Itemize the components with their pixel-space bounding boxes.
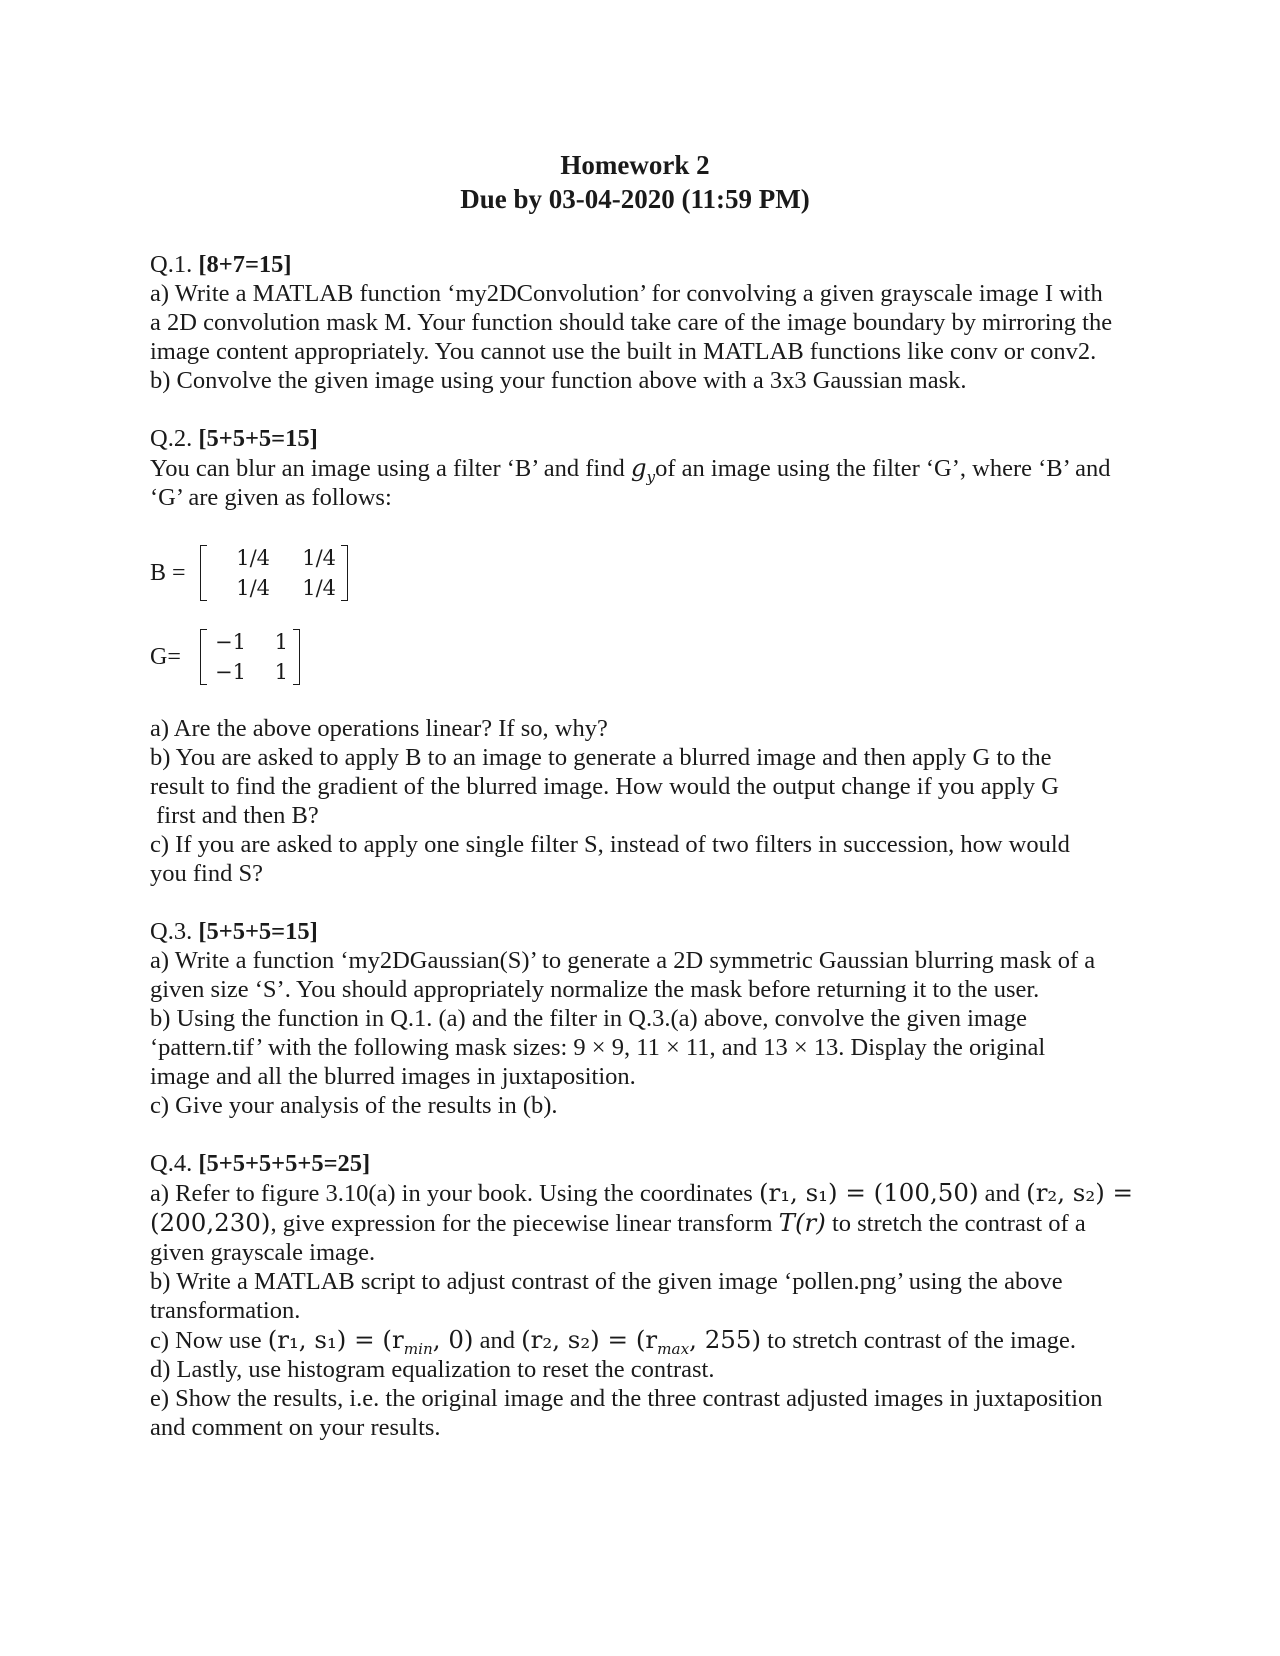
question-1-label: Q.1. bbox=[150, 251, 199, 278]
question-4-line: and comment on your results. bbox=[150, 1414, 441, 1441]
question-2-line: first and then B? bbox=[150, 802, 319, 829]
matrix-row bbox=[208, 627, 292, 657]
gy-base: g bbox=[630, 453, 647, 482]
question-4-line: given grayscale image. bbox=[150, 1239, 376, 1266]
question-2 bbox=[150, 424, 1140, 888]
question-1-line: a) Write a MATLAB function ‘my2DConvolution’ for convolving a given grayscale image I with bbox=[150, 280, 1103, 307]
matrix-cell: 1/4 bbox=[236, 576, 270, 600]
question-4-math: (r₂, s₂) = bbox=[1026, 1178, 1134, 1207]
matrix-cell: −1 bbox=[215, 630, 246, 654]
question-3-label: Q.3. bbox=[150, 918, 199, 945]
question-1-line: image content appropriately. You cannot use the built in MATLAB functions like conv or conv2. bbox=[150, 338, 1097, 365]
gy-subscript: y bbox=[646, 467, 656, 486]
question-4-text: a) Refer to figure 3.10(a) in your book. Using the coordinates bbox=[150, 1180, 759, 1207]
question-4-subscript: min bbox=[403, 1339, 433, 1358]
question-4-line: d) Lastly, use histogram equalization to reset the contrast. bbox=[150, 1356, 715, 1383]
matrix-row bbox=[208, 573, 340, 603]
question-3-header bbox=[150, 917, 1140, 946]
question-2-line: b) You are asked to apply B to an image to generate a blurred image and then apply G to the bbox=[150, 744, 1052, 771]
question-2-line: result to find the gradient of the blurred image. How would the output change if you apply G bbox=[150, 773, 1060, 800]
question-3-line: b) Using the function in Q.1. (a) and the filter in Q.3.(a) above, convolve the given image bbox=[150, 1005, 1027, 1032]
question-4-line bbox=[150, 1208, 1140, 1238]
question-4-line: e) Show the results, i.e. the original image and the three contrast adjusted images in juxtaposition bbox=[150, 1385, 1103, 1412]
question-2-line: you find S? bbox=[150, 860, 263, 887]
question-2-intro-text: of an image using the filter ‘G’, where ‘B’ and bbox=[655, 455, 1111, 482]
matrix-b-row bbox=[150, 538, 1140, 608]
question-1-line: a 2D convolution mask M. Your function should take care of the image boundary by mirroring the bbox=[150, 309, 1113, 336]
question-4-text: to stretch contrast of the image. bbox=[761, 1327, 1077, 1354]
question-4-math: , 255) bbox=[689, 1325, 762, 1354]
question-4-text: and bbox=[978, 1180, 1027, 1207]
due-date: Due by 03-04-2020 (11:59 PM) bbox=[460, 184, 810, 214]
question-4-math: , 0) bbox=[432, 1325, 474, 1354]
question-4-points: [5+5+5+5+5=25] bbox=[198, 1150, 371, 1177]
question-2-line: a) Are the above operations linear? If so, why? bbox=[150, 715, 608, 742]
question-4-text: to stretch the contrast of a bbox=[825, 1210, 1086, 1237]
page-title: Homework 2 bbox=[560, 150, 710, 180]
question-2-label: Q.2. bbox=[150, 425, 199, 452]
question-4 bbox=[150, 1149, 1140, 1442]
matrix-cell: 1/4 bbox=[236, 546, 270, 570]
question-4-text: , give expression for the piecewise linear transform bbox=[270, 1210, 779, 1237]
question-1-line: b) Convolve the given image using your function above with a 3x3 Gaussian mask. bbox=[150, 367, 967, 394]
matrix-g-label: G= bbox=[150, 643, 181, 670]
matrix-cell: 1/4 bbox=[302, 576, 336, 600]
question-1-points: [8+7=15] bbox=[198, 251, 292, 278]
question-1 bbox=[150, 250, 1140, 395]
question-4-subscript: max bbox=[657, 1339, 690, 1358]
question-2-header bbox=[150, 424, 1140, 453]
question-3-points: [5+5+5=15] bbox=[198, 918, 318, 945]
question-4-math: (r₁, s₁) = (100,50) bbox=[758, 1178, 979, 1207]
question-4-line: transformation. bbox=[150, 1297, 301, 1324]
question-3-line: c) Give your analysis of the results in (b). bbox=[150, 1092, 558, 1119]
gy-symbol bbox=[630, 453, 656, 486]
question-4-line bbox=[150, 1325, 1140, 1358]
question-3-line: a) Write a function ‘my2DGaussian(S)’ to generate a 2D symmetric Gaussian blurring mask of a bbox=[150, 947, 1096, 974]
matrix-cell: 1 bbox=[274, 660, 288, 684]
matrix-cell: 1/4 bbox=[302, 546, 336, 570]
question-2-points: [5+5+5=15] bbox=[198, 425, 318, 452]
question-4-text: c) Now use bbox=[150, 1327, 268, 1354]
question-4-line bbox=[150, 1178, 1140, 1208]
question-4-math: (200,230) bbox=[150, 1208, 271, 1237]
question-2-line: c) If you are asked to apply one single filter S, instead of two filters in succession, how would bbox=[150, 831, 1070, 858]
matrix-row bbox=[208, 657, 292, 687]
homework-page bbox=[150, 148, 1140, 1471]
matrix-row bbox=[208, 543, 340, 573]
matrix-cell: 1 bbox=[274, 630, 288, 654]
title-block bbox=[150, 148, 1140, 216]
matrix-b-label: B = bbox=[150, 559, 186, 586]
question-1-header bbox=[150, 250, 1140, 279]
question-4-text: and bbox=[473, 1327, 522, 1354]
question-4-math: (r₂, s₂) = (r bbox=[521, 1325, 658, 1354]
question-4-math: T(r) bbox=[778, 1208, 826, 1237]
question-3-line: ‘pattern.tif’ with the following mask sizes: 9 × 9, 11 × 11, and 13 × 13. Display the original bbox=[150, 1034, 1046, 1061]
question-3-line: given size ‘S’. You should appropriately normalize the mask before returning it to the user. bbox=[150, 976, 1040, 1003]
question-4-line: b) Write a MATLAB script to adjust contrast of the given image ‘pollen.png’ using the above bbox=[150, 1268, 1063, 1295]
question-2-intro-text: You can blur an image using a filter ‘B’ and find bbox=[150, 455, 631, 482]
matrix-b bbox=[200, 543, 348, 603]
matrix-g bbox=[200, 627, 300, 687]
question-2-intro-2: ‘G’ are given as follows: bbox=[150, 484, 392, 511]
question-4-math: (r₁, s₁) = (r bbox=[267, 1325, 404, 1354]
question-4-label: Q.4. bbox=[150, 1150, 199, 1177]
matrix-g-row bbox=[150, 622, 1140, 692]
question-3 bbox=[150, 917, 1140, 1120]
question-3-line: image and all the blurred images in juxtaposition. bbox=[150, 1063, 636, 1090]
question-4-header bbox=[150, 1149, 1140, 1178]
question-2-intro bbox=[150, 453, 1140, 486]
matrix-cell: −1 bbox=[215, 660, 246, 684]
